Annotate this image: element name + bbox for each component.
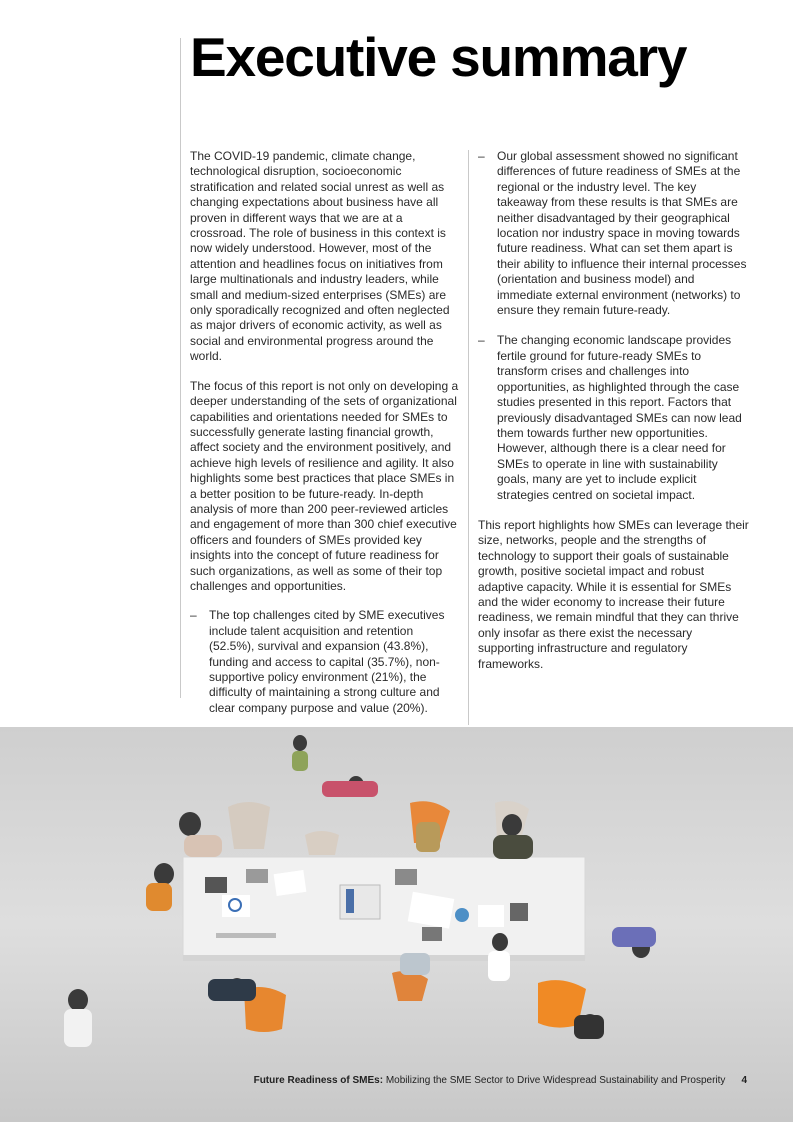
list-item [190,608,460,716]
bullet-text: Our global assessment showed no significant differences of future readiness of SMEs at the regional or the industry level. The key takeaway from these results is that SMEs are neither disadvantaged by their geographical location nor industry space in moving towards future readiness. What can set them apart is their ability to influence their internal processes (orientation and business model) and immediate external environment (networks) to ensure they remain future-ready. [497,149,747,318]
paragraph-focus: The focus of this report is not only on developing a deeper understanding of the sets of organizational capabilities and orientations needed for SMEs to successfully generate lasting financial growth, affect society and the environment positively, and achieve high levels of resilience and agility. It also highlights some best practices that place SMEs in a better position to be future-ready. In-depth analysis of more than 200 peer-reviewed articles and engagement of more than 300 chief executive officers and founders of SMEs provided key insights into the concept of future readiness for such organizations, as well as some of their top challenges and opportunities. [190,378,459,593]
bullet-text: The top challenges cited by SME executives include talent acquisition and retention (52.5%), survival and expansion (43.8%), funding and access to capital (35.7%), non-supportive policy environment (21%), the difficulty of maintaining a strong culture and clear company purpose and value (20%). [209,608,445,715]
bullet-text: The changing economic landscape provides fertile ground for future-ready SMEs to transform crises and challenges into opportunities, as highlighted through the case studies presented in this report. Factors that previously disadvantaged SMEs can now lead them towards further new opportunities. However, although there is a clear need for SMEs to operate in line with sustainability goals, many are yet to include explicit strategies centred on societal impact. [497,333,742,502]
page-number: 4 [741,1075,747,1086]
dash-marker: – [478,333,485,348]
footer-report-title: Future Readiness of SMEs: [253,1075,384,1086]
column-rule [468,150,469,725]
right-column [478,149,750,686]
page-footer [254,1075,747,1086]
dash-marker: – [478,149,485,163]
footer-subtitle: Mobilizing the SME Sector to Drive Widespread Sustainability and Prosperity [383,1075,726,1086]
bullet-list-right [478,149,750,503]
dash-marker: – [190,608,197,623]
list-item [478,149,750,318]
paragraph-intro: The COVID-19 pandemic, climate change, technological disruption, socioeconomic stratification and related social unrest as well as changing expectations about business have all proven in different ways that we are at a crossroad. The role of business in this context is now widely understood. However, most of the attention and headlines focus on initiatives from large multinationals and industry leaders, while small and medium-sized enterprises (SMEs) are only sporadically recognized and often neglected as major drivers of economic activity, as well as social and environmental progress around the world. [190,149,450,364]
paragraph-conclusion: This report highlights how SMEs can leverage their size, networks, people and the strengths of technology to support their goals of sustainable growth, positive societal impact and robust adaptive capacity. While it is essential for SMEs and the wider economy to increase their future readiness, we remain mindful that they can thrive only insofar as there exist the necessary supporting infrastructure and regulatory frameworks. [478,517,749,671]
left-rule [180,38,181,698]
left-column [190,149,460,731]
list-item [478,333,750,502]
meeting-photo [0,727,793,1122]
bullet-list-left [190,608,460,716]
page-title: Executive summary [190,26,687,88]
